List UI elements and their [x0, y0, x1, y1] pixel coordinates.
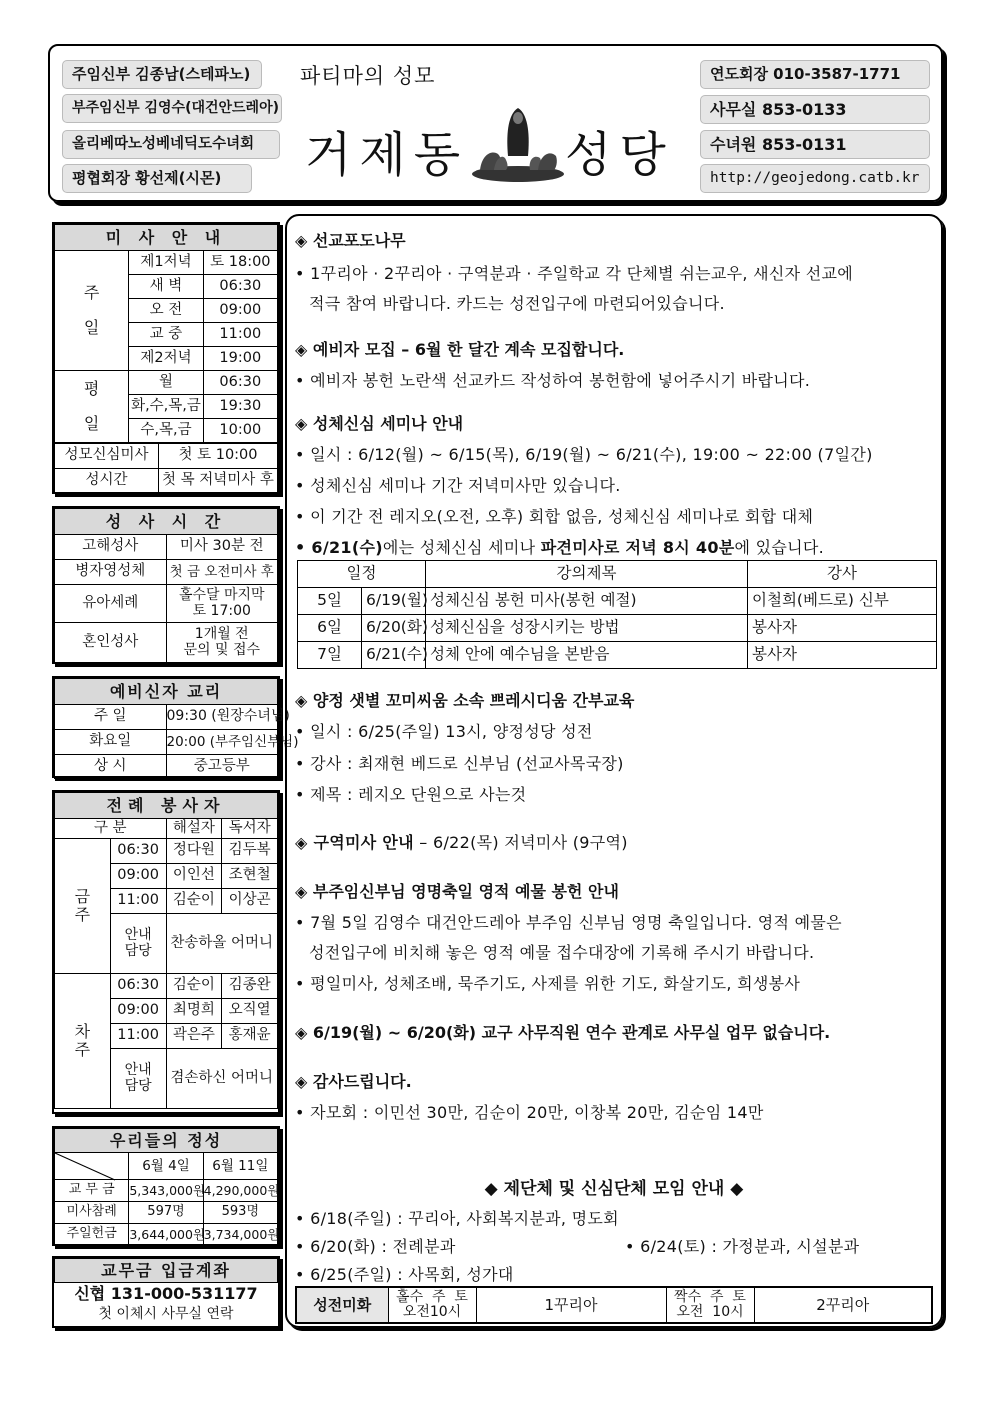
lecture-day: 6일 [298, 615, 362, 642]
liturgy-commentator: 최명희 [166, 999, 222, 1024]
notice-title: ◈ 성체신심 세미나 안내 [295, 414, 464, 433]
mass-schedule-title: 미 사 안 내 [55, 225, 278, 251]
notice-line: • 1꾸리아 · 2꾸리아 · 구역분과 · 주일학교 각 단체별 쉬는교우, 새신자 선교에 [295, 264, 854, 283]
lecture-speaker: 봉사자 [748, 615, 937, 642]
cleaning-label: 성전미화 [296, 1287, 388, 1323]
notice-title: ◈ 6/19(월) ~ 6/20(화) 교구 사무직원 연수 관계로 사무실 업무 없습니다. [295, 1023, 831, 1042]
liturgy-reader: 김종완 [222, 974, 278, 999]
notice-line [295, 830, 628, 853]
mass-time: 06:30 [203, 371, 277, 395]
liturgy-reader: 홍재윤 [222, 1024, 278, 1049]
lecture-topic: 성체 안에 예수님을 본받음 [426, 642, 748, 669]
lecture-topic: 성체신심 봉헌 미사(봉헌 예절) [426, 588, 748, 615]
liturgy-commentator: 이인선 [166, 864, 222, 889]
notice-title: ◈ 예비자 모집 – 6월 한 달간 계속 모집합니다. [295, 340, 625, 359]
liturgy-header: 구 분 [55, 819, 167, 839]
notice-title: ◈ 구역미사 안내 [295, 833, 414, 852]
parish-title-left: 거제동 [305, 127, 469, 183]
offering-value: 4,290,000원 [203, 1180, 277, 1202]
lecture-date: 6/21(수) [362, 642, 426, 669]
bulletin-header [48, 44, 943, 202]
sacrament-time: 첫 금 오전미사 후 [166, 560, 278, 585]
holy-hour-label: 성시간 [55, 469, 159, 493]
lecture-day: 7일 [298, 642, 362, 669]
notice-text: – 6/22(목) 저녁미사 (9구역) [413, 833, 628, 852]
offering-date: 6월 11일 [203, 1153, 277, 1180]
mass-name: 오 전 [129, 299, 203, 323]
notice-line: • 이 기간 전 레지오(오전, 오후) 회합 없음, 성체신심 세미나로 회합 대체 [295, 507, 814, 526]
parish-title-right: 성당 [565, 127, 674, 183]
sacrament-time: 1개월 전 문의 및 접수 [166, 623, 278, 663]
notice-title: ◈ 부주임신부님 영명축일 영적 예물 봉헌 안내 [295, 882, 619, 901]
convent-phone: 수녀원 853-0131 [700, 130, 930, 159]
sacrament-time: 미사 30분 전 [166, 535, 278, 560]
offering-value: 597명 [129, 1202, 203, 1224]
mass-time: 06:30 [203, 275, 277, 299]
mass-name: 제1저녁 [129, 251, 203, 275]
liturgy-commentator: 정다원 [166, 839, 222, 864]
council-president-label: 평협회장 황선제(시몬) [62, 164, 252, 193]
mass-day: 화,수,목,금 [129, 395, 203, 419]
notice-line: • 제목 : 레지오 단원으로 사는것 [295, 785, 527, 804]
offering-item: 미사참례 [55, 1202, 129, 1224]
catechumen-day: 화요일 [55, 730, 167, 755]
notices-panel [285, 214, 943, 1328]
offering-title: 우리들의 정성 [55, 1129, 278, 1153]
notice-line: • 평일미사, 성체조배, 묵주기도, 사제를 위한 기도, 화살기도, 희생봉사 [295, 974, 801, 993]
mass-schedule-box [52, 222, 280, 494]
offering-item: 교 무 금 [55, 1180, 129, 1202]
offering-box [52, 1126, 280, 1246]
liturgy-time: 11:00 [110, 1024, 166, 1049]
liturgy-time: 09:00 [110, 864, 166, 889]
liturgy-commentator: 김순이 [166, 889, 222, 914]
liturgy-time: 06:30 [110, 974, 166, 999]
liturgy-time: 06:30 [110, 839, 166, 864]
offering-value: 5,343,000원 [129, 1180, 203, 1202]
next-week-label: 차 주 [55, 974, 111, 1109]
liturgy-header: 독서자 [222, 819, 278, 839]
mass-name: 새 벽 [129, 275, 203, 299]
mass-time: 09:00 [203, 299, 277, 323]
lecture-topic: 성체신심을 성장시키는 방법 [426, 615, 748, 642]
group-line: • 6/18(주일) : 꾸리아, 사회복지분과, 명도회 [295, 1209, 619, 1228]
holy-mother-mass-label: 성모신심미사 [55, 444, 159, 469]
mass-day: 월 [129, 371, 203, 395]
sacrament-name: 고해성사 [55, 535, 167, 560]
mass-time: 19:30 [203, 395, 277, 419]
catechumen-day: 주 일 [55, 705, 167, 730]
sacrament-time: 홀수달 마지막 토 17:00 [166, 585, 278, 623]
groups-title: ◆ 제단체 및 신심단체 모임 안내 ◆ [484, 1179, 744, 1199]
catechumen-time: 20:00 (부주임신부님) [166, 730, 278, 755]
account-note: 첫 이체시 사무실 연락 [98, 1305, 234, 1322]
account-title: 교무금 입금계좌 [55, 1259, 278, 1283]
notice-line: • 강사 : 최재현 베드로 신부님 (선교사목국장) [295, 754, 624, 773]
notice-emphasis: • 6/21(수) [295, 538, 383, 557]
sacrament-name: 병자영성체 [55, 560, 167, 585]
sacraments-title: 성 사 시 간 [55, 509, 278, 535]
notice-line: • 일시 : 6/25(주일) 13시, 양정성당 성전 [295, 722, 593, 741]
offering-corner-cell [55, 1153, 129, 1180]
cleaning-even-group: 2꾸리아 [754, 1287, 932, 1323]
offering-date: 6월 4일 [129, 1153, 203, 1180]
mass-day: 수,목,금 [129, 419, 203, 443]
mass-time: 10:00 [203, 419, 277, 443]
lecture-header: 강의제목 [426, 561, 748, 588]
notice-line: 성전입구에 비치해 놓은 영적 예물 접수대장에 기록해 주시기 바랍니다. [309, 943, 815, 962]
cleaning-odd-week: 홀수 주 토 오전10시 [388, 1287, 476, 1323]
group-line: • 6/20(화) : 전례분과 [295, 1237, 456, 1256]
holy-mother-mass-time: 첫 토 10:00 [159, 444, 278, 469]
notice-line: • 일시 : 6/12(월) ~ 6/15(목), 6/19(월) ~ 6/21(수), 19:00 ~ 22:00 (7일간) [295, 445, 873, 464]
mass-time: 토 18:00 [203, 251, 277, 275]
liturgy-reader: 오직열 [222, 999, 278, 1024]
sacrament-name: 유아세례 [55, 585, 167, 623]
office-phone: 사무실 853-0133 [700, 95, 930, 124]
liturgy-title: 전례 봉사자 [55, 793, 278, 819]
liturgy-reader: 조현철 [222, 864, 278, 889]
notice-title: ◈ 양정 샛별 꼬미씨움 소속 쁘레시디움 간부교육 [295, 691, 635, 710]
liturgy-servers-box [52, 790, 280, 1114]
catechumen-box [52, 676, 299, 778]
guide-group: 찬송하올 어머니 [166, 914, 278, 974]
lecture-table [297, 560, 937, 669]
sunday-label: 주 일 [55, 251, 129, 371]
parish-subtitle: 파티마의 성모 [300, 64, 436, 88]
mass-name: 제2저녁 [129, 347, 203, 371]
notice-title: ◈ 선교포도나무 [295, 231, 406, 250]
notice-line: 적극 참여 바랍니다. 카드는 성전입구에 마련되어있습니다. [309, 294, 725, 313]
holy-hour-time: 첫 목 저녁미사 후 [159, 469, 278, 493]
lecture-day: 5일 [298, 588, 362, 615]
notice-text: 에는 성체신심 세미나 [382, 538, 541, 557]
notice-line: • 예비자 봉헌 노란색 선교카드 작성하여 봉헌함에 넣어주시기 바랍니다. [295, 371, 811, 390]
liturgy-header: 해설자 [166, 819, 222, 839]
mass-time: 19:00 [203, 347, 277, 371]
notice-line: • 7월 5일 김영수 대건안드레아 부주임 신부님 영명 축일입니다. 영적 예물은 [295, 913, 842, 932]
sacraments-box [52, 506, 280, 664]
liturgy-commentator: 곽은주 [166, 1024, 222, 1049]
catechumen-time: 09:30 (원장수녀님) [166, 705, 278, 730]
assistant-pastor-label: 부주임신부 김영수(대건안드레아) [62, 94, 282, 123]
lecture-speaker: 이철희(베드로) 신부 [748, 588, 937, 615]
liturgy-reader: 이상곤 [222, 889, 278, 914]
guide-group: 겸손하신 어머니 [166, 1049, 278, 1109]
this-week-label: 금 주 [55, 839, 111, 974]
group-line: • 6/24(토) : 가정분과, 시설분과 [625, 1237, 860, 1256]
union-president-phone: 연도회장 010-3587-1771 [700, 60, 930, 89]
website-link[interactable]: http://geojedong.catb.kr [700, 164, 930, 193]
lecture-date: 6/20(화) [362, 615, 426, 642]
sisters-label: 올리베따노성베네딕도수녀회 [62, 130, 280, 159]
liturgy-time: 11:00 [110, 889, 166, 914]
notice-line: • 성체신심 세미나 기간 저녁미사만 있습니다. [295, 476, 621, 495]
notice-line: • 자모회 : 이민선 30만, 김순이 20만, 이창복 20만, 김순임 14만 [295, 1103, 764, 1122]
guide-label: 안내 담당 [110, 914, 166, 974]
lecture-speaker: 봉사자 [748, 642, 937, 669]
group-line: • 6/25(주일) : 사목회, 성가대 [295, 1265, 514, 1284]
cleaning-table [295, 1286, 933, 1324]
lecture-header: 일정 [298, 561, 426, 588]
cleaning-odd-group: 1꾸리아 [476, 1287, 666, 1323]
notice-line [295, 535, 824, 558]
offering-item: 주일헌금 [55, 1224, 129, 1246]
notice-title: ◈ 감사드립니다. [295, 1072, 412, 1091]
account-box [52, 1256, 280, 1328]
account-number: 신협 131-000-531177 [74, 1283, 258, 1303]
catechumen-time: 중고등부 [166, 755, 278, 779]
offering-value: 593명 [203, 1202, 277, 1224]
lecture-header: 강사 [748, 561, 937, 588]
cleaning-even-week: 짝수 주 토 오전 10시 [666, 1287, 754, 1323]
offering-value: 3,644,000원 [129, 1224, 203, 1246]
sacrament-name: 혼인성사 [55, 623, 167, 663]
notice-emphasis: 파견미사로 저녁 8시 40분 [540, 538, 735, 557]
mass-name: 교 중 [129, 323, 203, 347]
liturgy-time: 09:00 [110, 999, 166, 1024]
notice-text: 에 있습니다. [734, 538, 825, 557]
lecture-date: 6/19(월) [362, 588, 426, 615]
mary-statue-logo [468, 104, 568, 184]
catechumen-title: 예비신자 교리 [55, 679, 278, 705]
catechumen-day: 상 시 [55, 755, 167, 779]
liturgy-commentator: 김순이 [166, 974, 222, 999]
weekday-label: 평 일 [55, 371, 129, 443]
mass-time: 11:00 [203, 323, 277, 347]
liturgy-reader: 김두복 [222, 839, 278, 864]
offering-value: 3,734,000원 [203, 1224, 277, 1246]
guide-label: 안내 담당 [110, 1049, 166, 1109]
pastor-label: 주임신부 김종남(스테파노) [62, 60, 262, 89]
